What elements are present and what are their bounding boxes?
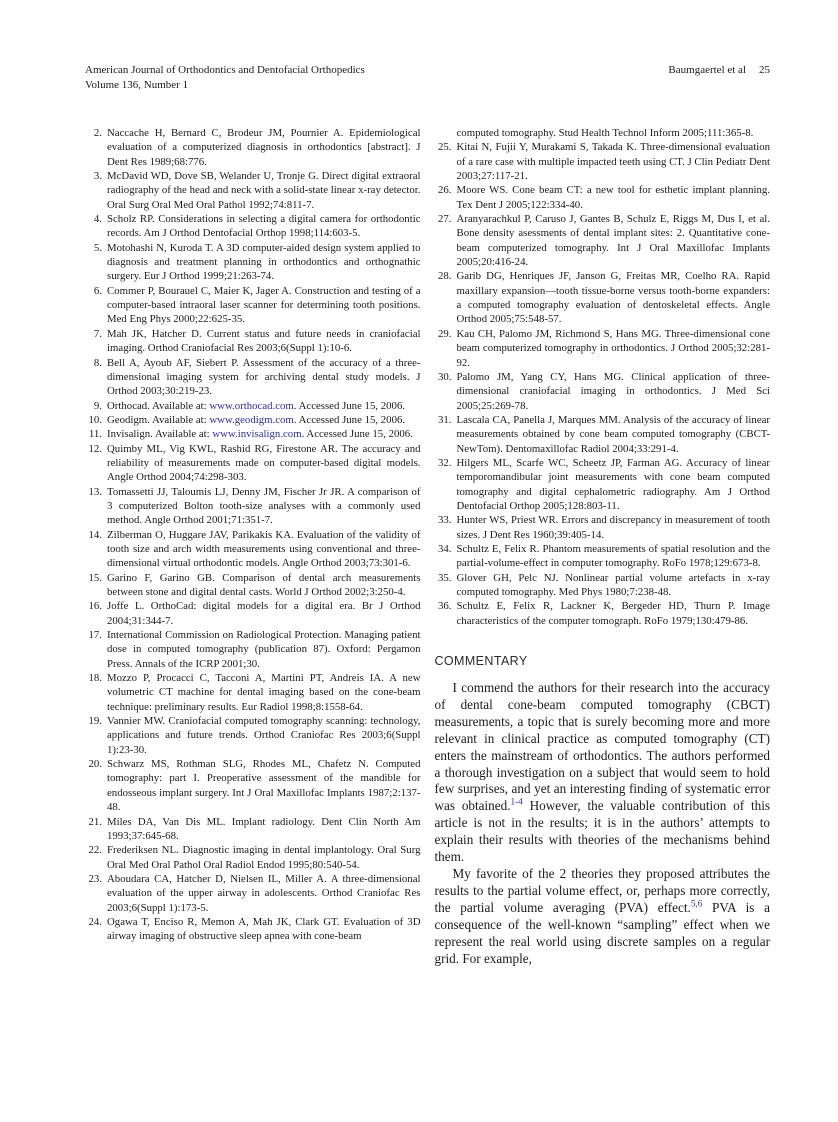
reference-text [107,356,421,399]
text-run: However, the valuable contribution of this article is not in the results; it is in the authors’ attempts to explain their results with theories of the mechanisms behind them. [434,798,770,865]
reference-text [457,542,771,571]
reference-item [435,456,771,513]
commentary-heading: COMMENTARY [434,654,528,669]
text-run: Kau CH, Palomo JM, Richmond S, Hans MG. Three-dimensional cone beam computerized tomography in orthodontics. J Orthod 2005;32:281-92. [456,327,770,369]
text-run: My favorite of the 2 theories they proposed attributes the results to the partial volume effect, or, perhaps more correctly, the partial volume averaging (PVA) effect. [434,866,770,915]
reference-item [85,628,421,671]
reference-number: 31. [438,413,452,426]
text-run: International Commission on Radiological Protection. Managing patient dose in computed tomography (publication 87). Oxford: Pergamon Press. Annals of the ICRP 2001;30. [107,629,421,670]
reference-text [107,169,421,212]
reference-text [457,183,771,212]
reference-item [435,212,771,269]
reference-text [107,485,421,528]
citation-superscript[interactable]: 1-4 [510,796,523,807]
reference-item [85,241,421,284]
reference-item [435,413,771,456]
reference-number: 34. [438,542,452,555]
text-run: Quimby ML, Vig KWL, Rashid RG, Firestone AR. The accuracy and reliability of measurements made on computer-based digital models. Angle Orthod 2004;74:298-303. [107,442,421,484]
reference-item [435,542,771,571]
reference-number: 11. [88,428,102,441]
author-page-block [668,63,770,78]
reference-text [107,241,421,284]
reference-number: 21. [88,815,102,828]
text-run: Scholz RP. Considerations in selecting a digital camera for orthodontic records. Am J Orthod Dentofacial Orthop 1998;114:603-5. [107,213,421,240]
reference-number: 2. [93,127,102,139]
reference-url-link[interactable]: www.orthocad.com [209,399,294,412]
text-run: computed tomography. Stud Health Technol Inform 2005;111:365-8. [456,127,754,139]
reference-item [85,872,421,915]
text-run: Motohashi N, Kuroda T. A 3D computer-aided design system applied to diagnosis and treatment planning in orthodontics and orthognathic surgery. Eur J Orthod 1999;21:263-74. [107,241,421,283]
reference-number: 17. [88,629,102,642]
reference-text [107,126,421,169]
journal-volume: Volume 136, Number 1 [85,79,189,91]
text-run: Vannier MW. Craniofacial computed tomography scanning: technology, applications and future trends. Orthod Craniofac Res 2003;6(Suppl 1):23-30. [107,715,421,756]
reference-text [107,571,421,600]
reference-item [435,599,771,628]
reference-item [85,356,421,399]
references-right [435,126,771,628]
reference-number: 25. [438,141,452,154]
reference-text [457,513,771,542]
text-run: Bell A, Ayoub AF, Siebert P. Assessment of the accuracy of a three-dimensional imaging system for archiving dental study models. J Orthod 2003;30:219-23. [107,356,421,398]
text-run: Palomo JM, Yang CY, Hans MG. Clinical application of three-dimensional craniofacial imaging in orthodontics. J Med Sci 2005;25:269-78. [456,370,770,412]
reference-url-link[interactable]: www.invisalign.com [212,428,302,441]
reference-item [85,442,421,485]
reference-item [435,571,771,600]
reference-text [107,872,421,915]
reference-text [107,327,421,356]
reference-text [107,671,421,714]
reference-text [107,843,421,872]
reference-number: 5. [93,241,102,254]
reference-number: 4. [93,213,102,226]
reference-item [435,513,771,542]
page-number: 25 [759,64,770,76]
reference-text [107,815,421,844]
reference-number: 33. [438,514,452,527]
reference-item [85,284,421,327]
reference-number: 35. [438,571,452,584]
references-left [85,126,421,944]
text-run: Aranyarachkul P, Caruso J, Gantes B, Schulz E, Riggs M, Dus I, et al. Bone density asessments of dental implant sites: 2. Quantitative cone-beam computerized tomography. Int J Oral Maxillofac Implants 2005;20:416-24. [456,213,770,269]
reference-number: 6. [93,284,102,297]
text-run: . Accessed June 15, 2006. [293,413,406,426]
right-column [435,126,771,967]
text-run: Schultz E, Felix R. Phantom measurements of spatial resolution and the partial-volume-effect in computer tomography. RoFo 1978;129:673-8. [456,542,770,570]
two-column-body [85,126,770,967]
text-run: Garino F, Garino GB. Comparison of dental arch measurements between stone and digital dental casts. World J Orthod 2002;3:250-4. [107,571,421,598]
text-run: Frederiksen NL. Diagnostic imaging in dental implantology. Oral Surg Oral Med Oral Pathol Oral Radiol Endod 1995;80:540-54. [107,844,421,871]
text-run: Garib DG, Henriques JF, Janson G, Freitas MR, Coelho RA. Rapid maxillary expansion—tooth tissue-borne versus tooth-borne expanders: a computed tomography evaluation of dentoskeletal effects. Angle Orthod 2005;75:548-57. [456,270,770,326]
text-run: Joffe L. OrthoCad: digital models for a digital era. Br J Orthod 2004;31:344-7. [107,600,421,627]
citation-superscript[interactable]: 5,6 [690,898,703,909]
reference-text [457,370,771,413]
reference-url-link[interactable]: www.geodigm.com [209,413,294,426]
reference-item [435,183,771,212]
text-run: Mozzo P, Procacci C, Tacconi A, Martini PT, Andreis IA. A new volumetric CT machine for dental imaging based on the cone-beam technique: preliminary results. Eur Radiol 1998;8:1558-64. [107,672,421,713]
commentary-paragraph [435,680,771,866]
reference-number: 28. [438,270,452,283]
reference-number: 26. [438,184,452,197]
reference-number: 23. [88,872,102,885]
reference-item [435,140,771,183]
reference-number: 18. [88,672,102,685]
reference-number: 32. [438,456,452,469]
reference-number: 19. [88,715,102,728]
reference-item [85,671,421,714]
text-run: Naccache H, Bernard C, Brodeur JM, Pournier A. Epidemiological evaluation of a computerized diagnosis in orthodontics [abstract]. J Dent Res 1989;68:776. [107,127,421,168]
reference-item [85,126,421,169]
reference-text [457,456,771,513]
text-run: Hunter WS, Priest WR. Errors and discrepancy in measurement of tooth sizes. J Dent Res 1960;39:405-14. [456,514,770,541]
reference-text [107,714,421,757]
reference-text [457,327,771,370]
reference-text [107,628,421,671]
reference-number: 20. [88,758,102,771]
reference-number: 30. [438,370,452,383]
running-authors: Baumgaertel et al [668,64,746,76]
reference-text [457,571,771,600]
text-run: Orthocad. Available at: [107,399,210,412]
text-run: Kitai N, Fujii Y, Murakami S, Takada K. Three-dimensional evaluation of a rare case with multiple impacted teeth using CT. J Clin Pediatr Dent 2003;27:117-21. [456,141,770,183]
reference-item [85,485,421,528]
text-run: PVA is a consequence of the well-known “sampling” effect when we represent the real world using discrete samples on a regular grid. For example, [434,899,770,966]
reference-text [107,427,421,441]
text-run: Commer P, Bourauel C, Maier K, Jager A. Construction and testing of a computer-based intraoral laser scanner for determining tooth positions. Med Eng Phys 2000;22:625-35. [107,284,421,326]
reference-text [107,399,421,413]
reference-text [107,442,421,485]
reference-item [85,815,421,844]
reference-number: 7. [93,327,102,340]
text-run: McDavid WD, Dove SB, Welander U, Tronje G. Direct digital extraoral radiography of the head and neck with a solid-state linear x-ray detector. Oral Surg Oral Med Oral Pathol 1992;74:811-7. [107,170,421,211]
reference-item [85,757,421,814]
text-run: Hilgers ML, Scarfe WC, Scheetz JP, Farman AG. Accuracy of linear temporomandibular joint measurements with cone beam computed tomography and digital cephalometric radiography. Am J Orthod Dentofacial Orthop 2005;128:803-11. [456,456,770,512]
text-run: Zilberman O, Huggare JAV, Parikakis KA. Evaluation of the validity of tooth size and arch width measurements using conventional and three-dimensional virtual orthodontic models. Angle Orthod 2003;73:301-6. [107,528,421,570]
text-run: Aboudara CA, Hatcher D, Nielsen IL, Miller A. A three-dimensional evaluation of the upper airway in adolescents. Orthod Craniofac Res 2003;6(Suppl 1):173-5. [107,872,421,914]
reference-number: 12. [88,442,102,455]
text-run: Geodigm. Available at: [107,413,210,426]
reference-text [457,269,771,326]
text-run: . Accessed June 15, 2006. [301,428,413,441]
reference-text [107,284,421,327]
left-column [85,126,421,944]
reference-item [435,269,771,326]
reference-text [457,599,771,628]
text-run: I commend the authors for their research into the accuracy of dental cone-beam computed tomography (CBCT) measurements, a topic that is surely becoming more and more relevant in clinical practice as computed tomography (CT) enters the mainstream of orthodontics. The authors performed a thorough investigation on a subject that would seem to hold few surprises, and yet an interesting finding of systematic error was obtained. [434,680,770,814]
text-run: Miles DA, Van Dis ML. Implant radiology. Dent Clin North Am 1993;37:645-68. [107,815,421,842]
reference-number: 27. [438,213,452,226]
reference-item [85,571,421,600]
reference-item [85,327,421,356]
reference-number: 14. [88,528,102,541]
reference-text [107,528,421,571]
reference-number: 16. [88,600,102,613]
text-run: Moore WS. Cone beam CT: a new tool for esthetic implant planning. Tex Dent J 2005;122:334-40. [456,184,770,211]
reference-text [457,126,771,140]
commentary-paragraphs [435,680,771,967]
commentary-section [435,654,771,967]
text-run: Mah JK, Hatcher D. Current status and future needs in craniofacial imaging. Orthod Craniofacial Res 2003;6(Suppl 1):10-6. [107,327,421,355]
reference-number: 22. [88,844,102,857]
text-run: Lascala CA, Panella J, Marques MM. Analysis of the accuracy of linear measurements obtained by cone beam computed tomography (CBCT-NewTom). Dentomaxillofac Radiol 2004;33:291-4. [456,413,770,455]
reference-text [457,413,771,456]
text-run: Invisalign. Available at: [107,428,213,441]
reference-number: 9. [93,399,102,412]
reference-item [435,126,771,140]
reference-item [85,399,421,413]
reference-item [85,915,421,944]
journal-title: American Journal of Orthodontics and Dentofacial Orthopedics [85,64,365,76]
reference-number: 8. [93,356,102,369]
reference-number: 10. [88,413,102,426]
text-run: Tomassetti JJ, Taloumis LJ, Denny JM, Fischer Jr JR. A comparison of 3 computerized Bolton tooth-size analyses with a commonly used method. Angle Orthod 2001;71:351-7. [107,485,421,527]
reference-number: 13. [88,485,102,498]
reference-number: 15. [88,571,102,584]
reference-number: 3. [93,170,102,183]
reference-text [107,757,421,814]
text-run: . Accessed June 15, 2006. [293,399,406,412]
reference-number: 29. [438,327,452,340]
reference-item [435,370,771,413]
journal-title-block [85,63,365,93]
reference-text [107,915,421,944]
reference-number: 24. [88,915,102,928]
text-run: Schultz E, Felix R, Lackner K, Bergeder HD, Thurn P. Image characteristics of the computer tomograph. RoFo 1979;130:479-86. [456,600,770,627]
reference-text [107,212,421,241]
reference-item [85,169,421,212]
running-head [85,63,770,93]
reference-item [435,327,771,370]
text-run: Glover GH, Pelc NJ. Nonlinear partial volume artefacts in x-ray computed tomography. Med Phys 1980;7:238-48. [456,571,770,598]
reference-item [85,714,421,757]
commentary-paragraph [435,866,771,967]
reference-item [85,599,421,628]
reference-item [85,212,421,241]
reference-text [457,212,771,269]
reference-number [435,126,452,140]
reference-text [457,140,771,183]
reference-text [107,599,421,628]
text-run: Ogawa T, Enciso R, Memon A, Mah JK, Clark GT. Evaluation of 3D airway imaging of obstructive sleep apnea with cone-beam [107,915,421,943]
reference-item [85,427,421,441]
reference-item [85,843,421,872]
reference-text [107,413,421,427]
reference-item [85,528,421,571]
text-run: Schwarz MS, Rothman SLG, Rhodes ML, Chafetz N. Computed tomography: part I. Preoperative assessment of the mandible for endosseous implant surgery. Int J Oral Maxillofac Implants 1987;2:137-48. [107,758,421,814]
reference-item [85,413,421,427]
reference-number: 36. [438,600,452,613]
